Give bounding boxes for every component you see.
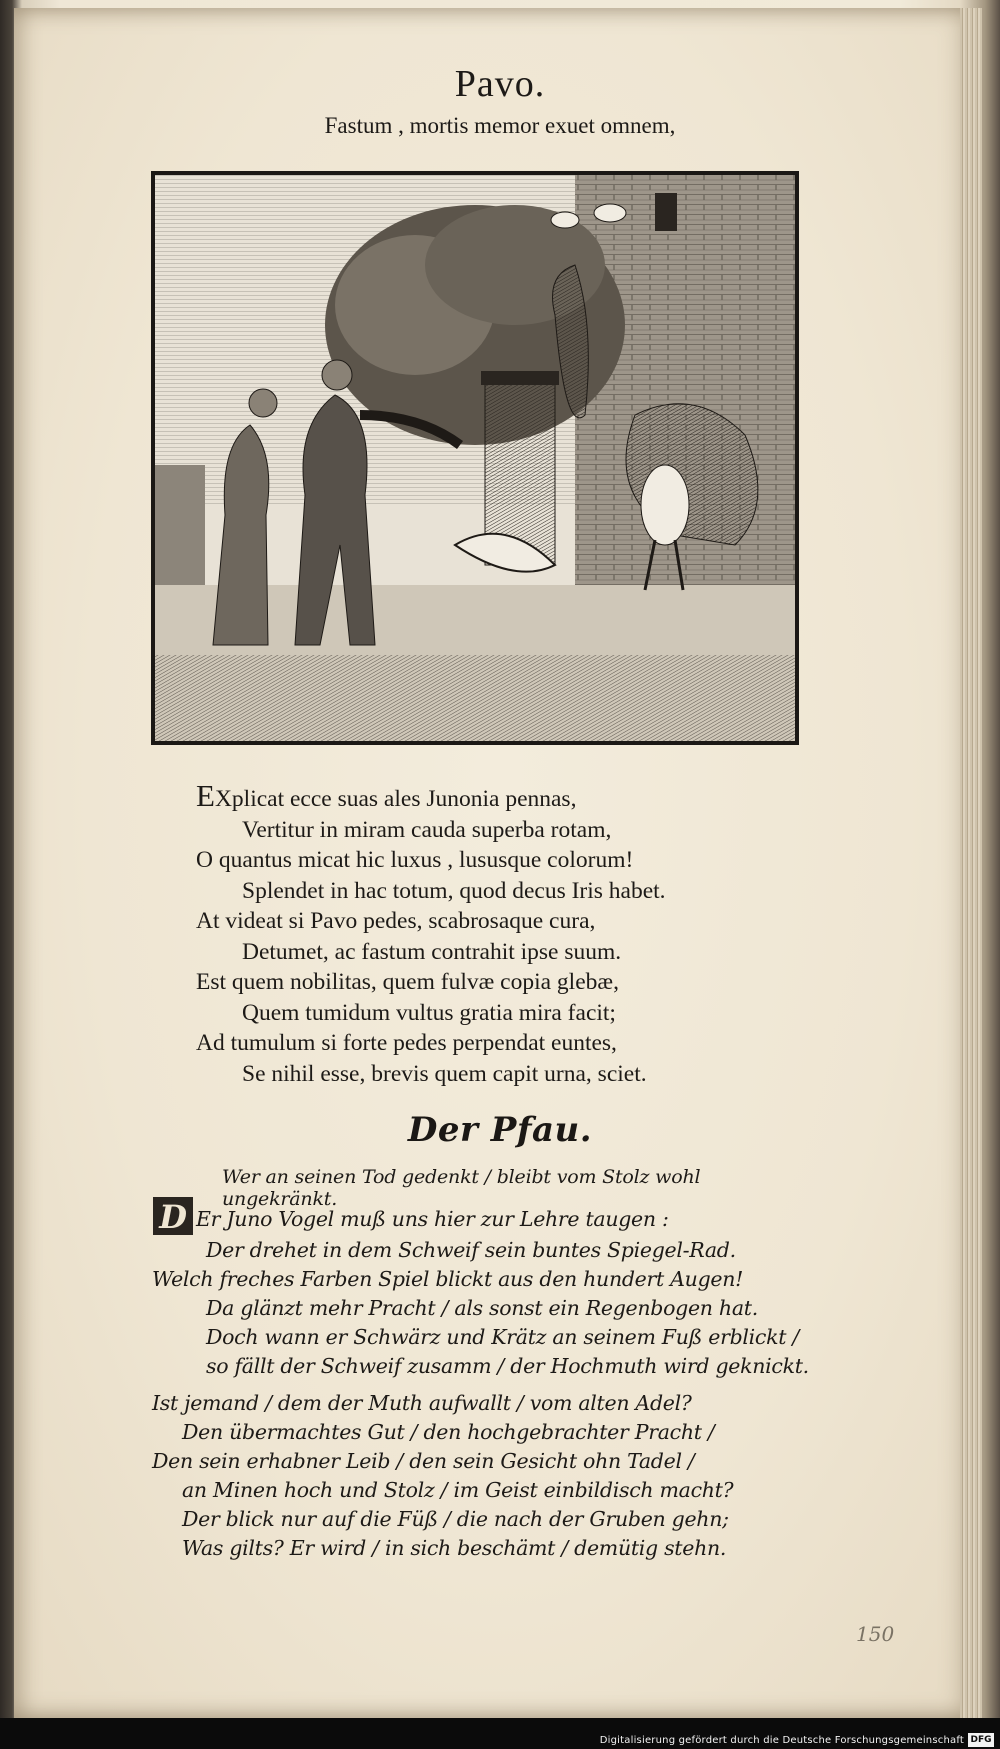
latin-line: Detumet, ac fastum contrahit ipse suum. — [242, 938, 622, 965]
svg-text:D: D — [159, 1198, 187, 1236]
german-line: D Er Juno Vogel muß uns hier zur Lehre taugen : — [152, 1196, 792, 1236]
german-line: Den sein erhabner Leib / den sein Gesicht ohn Tadel / — [152, 1449, 695, 1473]
latin-line: EXplicat ecce suas ales Junonia pennas, — [196, 778, 577, 813]
dfg-logo: DFG — [968, 1733, 994, 1747]
latin-poem — [196, 778, 836, 1089]
german-line: Der blick nur auf die Füß / die nach der Gruben gehn; — [182, 1507, 729, 1531]
german-line: Doch wann er Schwärz und Krätz an seinem Fuß erblickt / — [206, 1325, 799, 1349]
german-line: Der drehet in dem Schweif sein buntes Spiegel-Rad. — [206, 1238, 736, 1262]
latin-line: Vertitur in miram cauda superba rotam, — [242, 816, 612, 843]
latin-line: O quantus micat hic luxus , lususque colorum! — [196, 847, 634, 873]
german-line: so fällt der Schweif zusamm / der Hochmuth wird geknickt. — [206, 1354, 809, 1378]
engraving-scene — [155, 175, 795, 741]
german-title: Der Pfau. — [407, 1110, 593, 1150]
german-line: Welch freches Farben Spiel blickt aus den hundert Augen! — [152, 1267, 744, 1291]
ornamental-initial-d — [152, 1196, 194, 1236]
drop-capital: E — [196, 778, 215, 813]
german-line: an Minen hoch und Stolz / im Geist einbildisch macht? — [182, 1478, 734, 1502]
german-line: Ist jemand / dem der Muth aufwallt / vom alten Adel? — [152, 1391, 692, 1415]
german-line: Den übermachtes Gut / den hochgebrachter Pracht / — [182, 1420, 715, 1444]
page-edges — [960, 8, 982, 1718]
latin-line: Quem tumidum vultus gratia mira facit; — [242, 999, 616, 1026]
german-line: Was gilts? Er wird / in sich beschämt / demütig stehn. — [182, 1536, 727, 1560]
latin-line: Se nihil esse, brevis quem capit urna, sciet. — [242, 1060, 647, 1087]
engraving-illustration — [152, 172, 798, 744]
german-line: Da glänzt mehr Pracht / als sonst ein Regenbogen hat. — [206, 1296, 758, 1320]
latin-line: Ad tumulum si forte pedes perpendat euntes, — [196, 1030, 617, 1056]
german-motto: Wer an seinen Tod gedenkt / bleibt vom Stolz wohl ungekränkt. — [222, 1166, 701, 1210]
footer-credit: Digitalisierung gefördert durch die Deutsche Forschungsgemeinschaft — [599, 1735, 964, 1746]
page-title: Pavo. — [454, 63, 546, 105]
german-poem — [152, 1196, 809, 1563]
latin-line: At videat si Pavo pedes, scabrosaque cura, — [196, 908, 596, 934]
folio-number: 150 — [856, 1622, 895, 1646]
latin-line: Est quem nobilitas, quem fulvæ copia glebæ, — [196, 969, 619, 995]
latin-motto: Fastum , mortis memor exuet omnem, — [324, 113, 676, 138]
latin-line: Splendet in hac totum, quod decus Iris habet. — [242, 877, 666, 904]
